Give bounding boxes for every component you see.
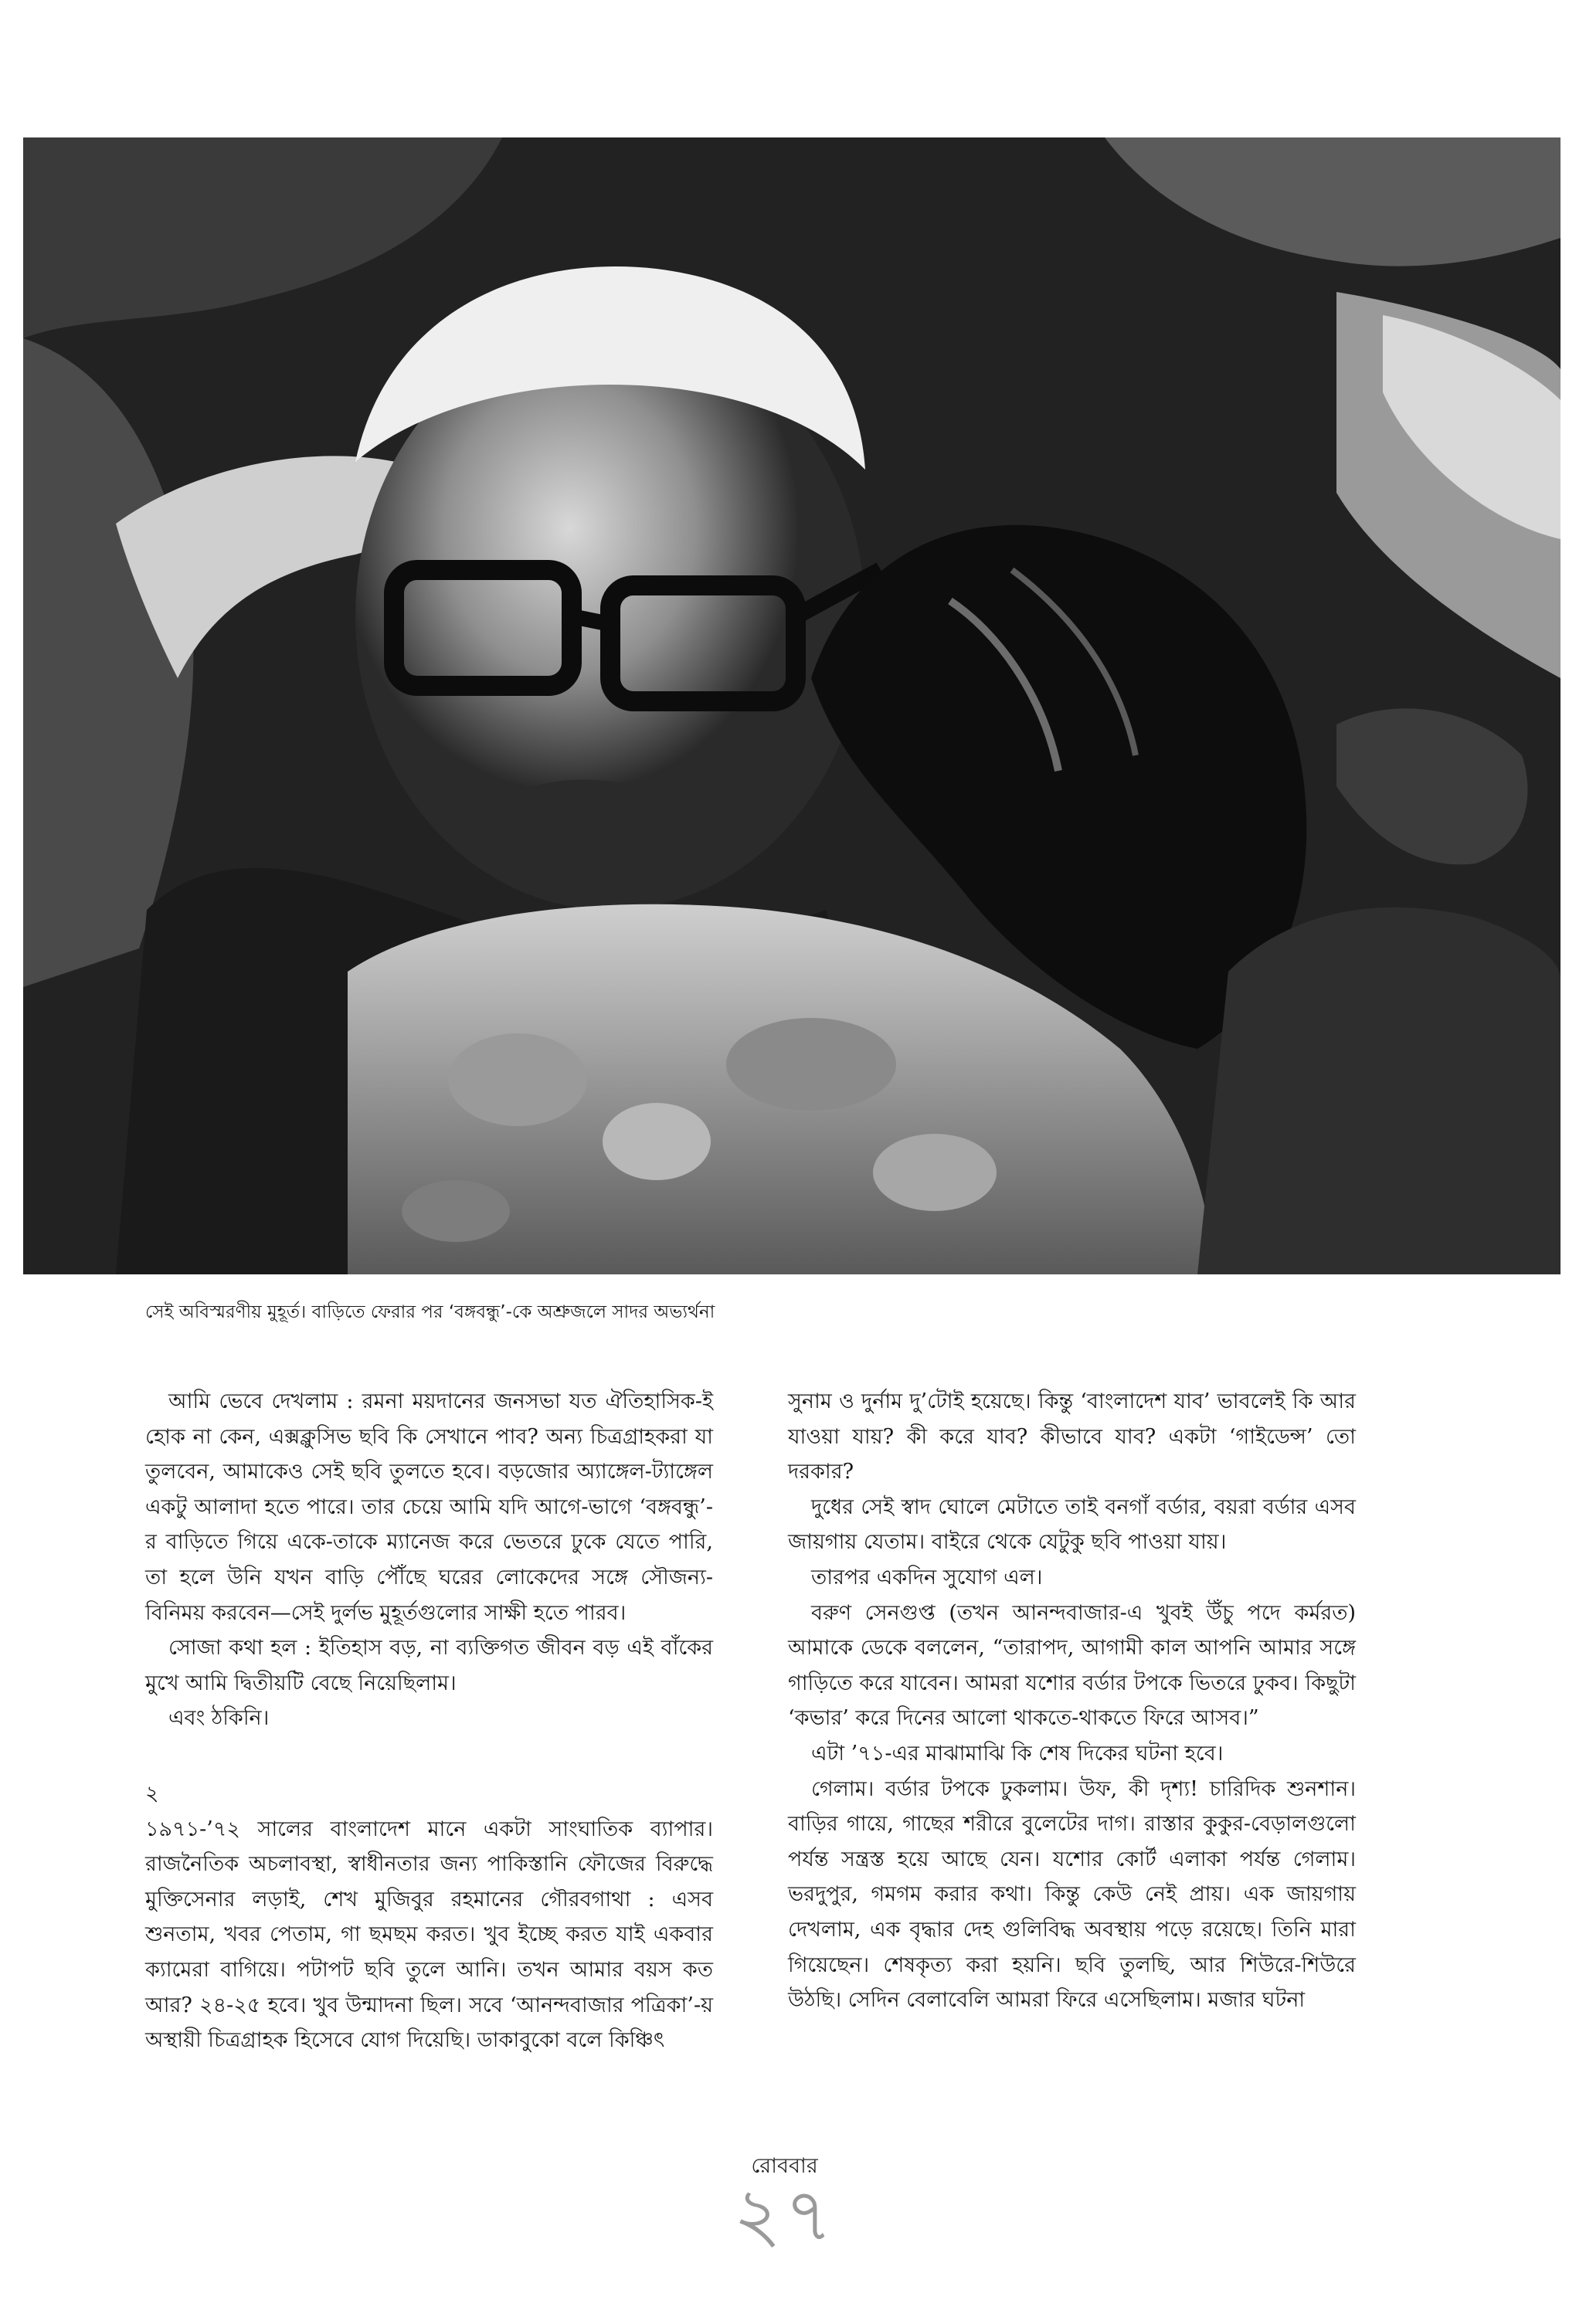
paragraph: গেলাম। বর্ডার টপকে ঢুকলাম। উফ, কী দৃশ্য! চারিদিক শুনশান। বাড়ির গায়ে, গাছের শরীরে বুলেটের দাগ। রাস্তার কুকুর-বেড়ালগুলো পর্যন্ত সন্ত্রস্ত হয়ে আছে যেন। যশোর কোর্ট এলাকা পর্যন্ত গেলাম। ভরদুপুর, গমগম করার কথা। কিন্তু কেউ নেই প্রায়। এক জায়গায় দেখলাম, এক বৃদ্ধার দেহ গুলিবিদ্ধ অবস্থায় পড়ে রয়েছে। তিনি মারা গিয়েছেন। শেষকৃত্য করা হয়নি। ছবি তুলছি, আর শিউরে-শিউরে উঠছি। সেদিন বেলাবেলি আমরা ফিরে এসেছিলাম। মজার ঘটনা <box>788 1776 1356 2013</box>
paragraph: তারপর একদিন সুযোগ এল। <box>811 1565 1043 1589</box>
magazine-name: রোববার <box>751 2154 818 2178</box>
left-column <box>145 1384 713 2058</box>
right-column <box>788 1384 1356 2018</box>
paragraph: সুনাম ও দুর্নাম দু’টোই হয়েছে। কিন্তু ‘বাংলাদেশ যাব’ ভাবলেই কি আর যাওয়া যায়? কী করে যাব? কীভাবে যাব? একটা ‘গাইডেন্স’ তো দরকার? <box>788 1389 1356 1484</box>
paragraph: দুধের সেই স্বাদ ঘোলে মেটাতে তাই বনগাঁ বর্ডার, বয়রা বর্ডার এসব জায়গায় যেতাম। বাইরে থেকে যেটুকু ছবি পাওয়া যায়। <box>788 1494 1356 1555</box>
page-number: ২৭ <box>733 2172 836 2258</box>
paragraph: বরুণ সেনগুপ্ত (তখন আনন্দবাজার-এ খুবই উঁচু পদে কর্মরত) আমাকে ডেকে বললেন, “তারাপদ, আগামী কাল আপনি আমার সঙ্গে গাড়িতে করে যাবেন। আমরা যশোর বর্ডার টপকে ভিতরে ঢুকব। কিছুটা ‘কভার’ করে দিনের আলো থাকতে-থাকতে ফিরে আসব।” <box>788 1600 1356 1731</box>
photograph-illustration <box>23 137 1561 1274</box>
paragraph: সোজা কথা হল : ইতিহাস বড়, না ব্যক্তিগত জীবন বড় এই বাঁকের মুখে আমি দ্বিতীয়টি বেছে নিয়েছিলাম। <box>145 1636 713 1695</box>
photo-caption: সেই অবিস্মরণীয় মুহূর্ত। বাড়িতে ফেরার পর ‘বঙ্গবন্ধু’-কে অশ্রুজলে সাদর অভ্যর্থনা <box>145 1302 715 1322</box>
paragraph: এবং ঠকিনি। <box>168 1706 270 1731</box>
paragraph: আমি ভেবে দেখলাম : রমনা ময়দানের জনসভা যত ঐতিহাসিক-ই হোক না কেন, এক্সক্লুসিভ ছবি কি সেখানে পাব? অন্য চিত্রগ্রাহকরা যা তুলবেন, আমাকেও সেই ছবি তুলতে হবে। বড়জোর অ্যাঙ্গেল-ট্যাঙ্গেল একটু আলাদা হতে পারে। তার চেয়ে আমি যদি আগে-ভাগে ‘বঙ্গবন্ধু’-র বাড়িতে গিয়ে একে-তাকে ম্যানেজ করে ভেতরে ঢুকে যেতে পারি, তা হলে উনি যখন বাড়ি পৌঁছে ঘরের লোকেদের সঙ্গে সৌজন্য-বিনিময় করবেন—সেই দুর্লভ মুহূর্তগুলোর সাক্ষী হতে পারব। <box>145 1389 713 1625</box>
paragraph: এটা ’৭১-এর মাঝামাঝি কি শেষ দিকের ঘটনা হবে। <box>811 1741 1224 1766</box>
historical-photograph <box>23 137 1561 1274</box>
section-number: ২ <box>145 1781 159 1806</box>
paragraph: ১৯৭১-’৭২ সালের বাংলাদেশ মানে একটা সাংঘাতিক ব্যাপার। রাজনৈতিক অচলাবস্থা, স্বাধীনতার জন্য পাকিস্তানি ফৌজের বিরুদ্ধে মুক্তিসেনার লড়াই, শেখ মুজিবুর রহমানের গৌরবগাথা : এসব শুনতাম, খবর পেতাম, গা ছমছম করত। খুব ইচ্ছে করত যাই একবার ক্যামেরা বাগিয়ে। পটাপট ছবি তুলে আনি। তখন আমার বয়স কত আর? ২৪-২৫ হবে। খুব উন্মাদনা ছিল। সবে ‘আনন্দবাজার পত্রিকা’-য় অস্থায়ী চিত্রগ্রাহক হিসেবে যোগ দিয়েছি। ডাকাবুকো বলে কিঞ্চিৎ <box>145 1817 713 2053</box>
